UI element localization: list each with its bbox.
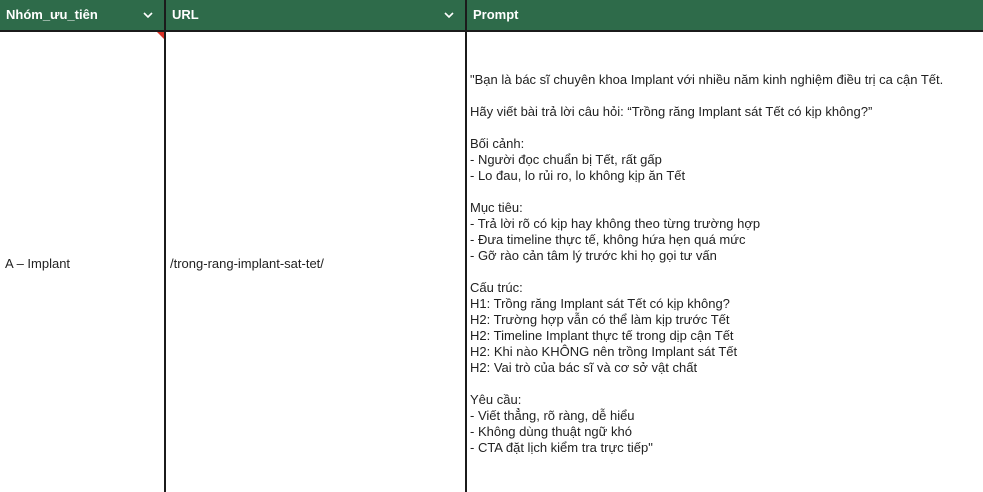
prompt-line: H2: Khi nào KHÔNG nên trồng Implant sát Tết: [470, 344, 738, 359]
prompt-line: [470, 376, 943, 392]
column-header-url-label: URL: [172, 7, 199, 22]
prompt-line: Cấu trúc:: [470, 280, 523, 295]
prompt-line: Hãy viết bài trả lời câu hỏi: “Trồng răng Implant sát Tết có kịp không?”: [470, 104, 873, 119]
header-border: [0, 30, 983, 32]
prompt-line: Mục tiêu:: [470, 200, 523, 215]
cell-prompt[interactable]: [470, 72, 943, 456]
prompt-line: - CTA đặt lịch kiểm tra trực tiếp": [470, 440, 653, 455]
prompt-line: H2: Trường hợp vẫn có thể làm kịp trước Tết: [470, 312, 730, 327]
chevron-down-icon[interactable]: [142, 9, 154, 21]
prompt-line: - Gỡ rào cản tâm lý trước khi họ gọi tư vấn: [470, 248, 717, 263]
column-header-prompt[interactable]: [467, 0, 983, 30]
cell-group[interactable]: [5, 256, 70, 271]
column-header-prompt-label: Prompt: [473, 7, 519, 22]
prompt-line: - Không dùng thuật ngữ khó: [470, 424, 632, 439]
prompt-line: H2: Timeline Implant thực tế trong dịp cận Tết: [470, 328, 734, 343]
prompt-line: H2: Vai trò của bác sĩ và cơ sở vật chất: [470, 360, 698, 375]
prompt-line: [470, 264, 943, 280]
prompt-line: - Lo đau, lo rủi ro, lo không kịp ăn Tết: [470, 168, 686, 183]
column-border: [465, 32, 467, 492]
column-header-url[interactable]: [166, 0, 465, 30]
cell-url-value: /trong-rang-implant-sat-tet/: [170, 256, 324, 271]
prompt-line: Yêu cầu:: [470, 392, 522, 407]
prompt-line: - Trả lời rõ có kịp hay không theo từng trường hợp: [470, 216, 761, 231]
prompt-line: - Viết thẳng, rõ ràng, dễ hiểu: [470, 408, 635, 423]
cell-group-value: A – Implant: [5, 256, 71, 271]
prompt-line: [470, 184, 943, 200]
column-border: [164, 32, 166, 492]
column-header-group[interactable]: [0, 0, 164, 30]
prompt-line: "Bạn là bác sĩ chuyên khoa Implant với nhiều năm kinh nghiệm điều trị ca cận Tết.: [470, 72, 944, 87]
prompt-line: - Đưa timeline thực tế, không hứa hẹn quá mức: [470, 232, 746, 247]
prompt-line: [470, 120, 943, 136]
column-header-group-label: Nhóm_ưu_tiên: [6, 7, 98, 22]
prompt-line: H1: Trồng răng Implant sát Tết có kịp không?: [470, 296, 730, 311]
prompt-line: - Người đọc chuẩn bị Tết, rất gấp: [470, 152, 662, 167]
prompt-line: [470, 88, 943, 104]
header-row: [0, 0, 983, 30]
prompt-line: Bối cảnh:: [470, 136, 525, 151]
chevron-down-icon[interactable]: [443, 9, 455, 21]
comment-marker[interactable]: [157, 32, 164, 39]
cell-url[interactable]: [170, 256, 324, 271]
